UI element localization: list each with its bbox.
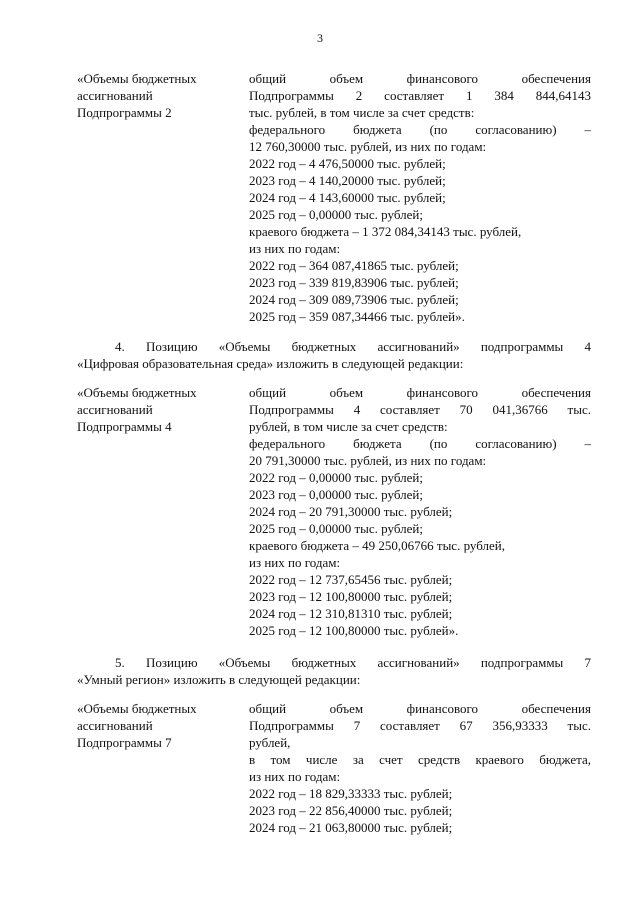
content-line: 2024 год – 4 143,60000 тыс. рублей; bbox=[249, 190, 446, 205]
block-content bbox=[249, 384, 591, 639]
paragraph-line: «Цифровая образовательная среда» изложить в следующей редакции: bbox=[77, 356, 464, 371]
page-number: 3 bbox=[317, 31, 323, 45]
content-line: 2022 год – 4 476,50000 тыс. рублей; bbox=[249, 156, 446, 171]
block-label bbox=[77, 70, 237, 121]
content-line: общий объем финансового обеспечения bbox=[249, 385, 591, 400]
content-line: из них по годам: bbox=[249, 555, 341, 570]
content-line: 20 791,30000 тыс. рублей, из них по годам: bbox=[249, 453, 487, 468]
label-line: Подпрограммы 4 bbox=[77, 419, 172, 434]
content-line: краевого бюджета – 49 250,06766 тыс. рублей, bbox=[249, 538, 505, 553]
content-line: 2025 год – 0,00000 тыс. рублей; bbox=[249, 521, 423, 536]
content-line: федерального бюджета (по согласованию) – bbox=[249, 122, 591, 137]
label-line: «Объемы бюджетных bbox=[77, 701, 197, 716]
block-label bbox=[77, 700, 237, 751]
content-line: общий объем финансового обеспечения bbox=[249, 701, 591, 716]
content-line: 2024 год – 21 063,80000 тыс. рублей; bbox=[249, 820, 453, 835]
paragraph-item-5 bbox=[77, 654, 591, 688]
content-line: тыс. рублей, в том числе за счет средств: bbox=[249, 105, 475, 120]
content-line: 2022 год – 0,00000 тыс. рублей; bbox=[249, 470, 423, 485]
label-line: Подпрограммы 7 bbox=[77, 735, 172, 750]
label-line: Подпрограммы 2 bbox=[77, 105, 172, 120]
content-line: 2023 год – 22 856,40000 тыс. рублей; bbox=[249, 803, 453, 818]
content-line: 2024 год – 309 089,73906 тыс. рублей; bbox=[249, 292, 459, 307]
content-line: Подпрограммы 7 составляет 67 356,93333 тыс. bbox=[249, 718, 591, 733]
content-line: Подпрограммы 4 составляет 70 041,36766 тыс. bbox=[249, 402, 591, 417]
content-line: 2024 год – 20 791,30000 тыс. рублей; bbox=[249, 504, 453, 519]
label-line: ассигнований bbox=[77, 718, 153, 733]
content-line: 2022 год – 12 737,65456 тыс. рублей; bbox=[249, 572, 453, 587]
content-line: 12 760,30000 тыс. рублей, из них по годам: bbox=[249, 139, 487, 154]
content-line: федерального бюджета (по согласованию) – bbox=[249, 436, 591, 451]
content-line: рублей, bbox=[249, 735, 291, 750]
content-line: Подпрограммы 2 составляет 1 384 844,64143 bbox=[249, 88, 591, 103]
paragraph-line: 5. Позицию «Объемы бюджетных ассигнований» подпрограммы 7 bbox=[115, 655, 591, 670]
content-line: 2023 год – 4 140,20000 тыс. рублей; bbox=[249, 173, 446, 188]
label-line: ассигнований bbox=[77, 88, 153, 103]
content-line: 2022 год – 364 087,41865 тыс. рублей; bbox=[249, 258, 459, 273]
label-line: ассигнований bbox=[77, 402, 153, 417]
content-line: из них по годам: bbox=[249, 769, 341, 784]
paragraph-line: «Умный регион» изложить в следующей редакции: bbox=[77, 672, 361, 687]
content-line: 2025 год – 359 087,34466 тыс. рублей». bbox=[249, 309, 465, 324]
block-label bbox=[77, 384, 237, 435]
content-line: 2024 год – 12 310,81310 тыс. рублей; bbox=[249, 606, 453, 621]
content-line: 2023 год – 0,00000 тыс. рублей; bbox=[249, 487, 423, 502]
content-line: 2022 год – 18 829,33333 тыс. рублей; bbox=[249, 786, 453, 801]
block-content bbox=[249, 70, 591, 325]
content-line: 2025 год – 12 100,80000 тыс. рублей». bbox=[249, 623, 459, 638]
label-line: «Объемы бюджетных bbox=[77, 71, 197, 86]
label-line: «Объемы бюджетных bbox=[77, 385, 197, 400]
block-content bbox=[249, 700, 591, 836]
content-line: в том числе за счет средств краевого бюджета, bbox=[249, 752, 591, 767]
content-line: из них по годам: bbox=[249, 241, 341, 256]
content-line: краевого бюджета – 1 372 084,34143 тыс. рублей, bbox=[249, 224, 522, 239]
content-line: 2025 год – 0,00000 тыс. рублей; bbox=[249, 207, 423, 222]
paragraph-line: 4. Позицию «Объемы бюджетных ассигнований» подпрограммы 4 bbox=[115, 339, 591, 354]
content-line: общий объем финансового обеспечения bbox=[249, 71, 591, 86]
content-line: 2023 год – 12 100,80000 тыс. рублей; bbox=[249, 589, 453, 604]
paragraph-item-4 bbox=[77, 338, 591, 372]
content-line: 2023 год – 339 819,83906 тыс. рублей; bbox=[249, 275, 459, 290]
content-line: рублей, в том числе за счет средств: bbox=[249, 419, 448, 434]
